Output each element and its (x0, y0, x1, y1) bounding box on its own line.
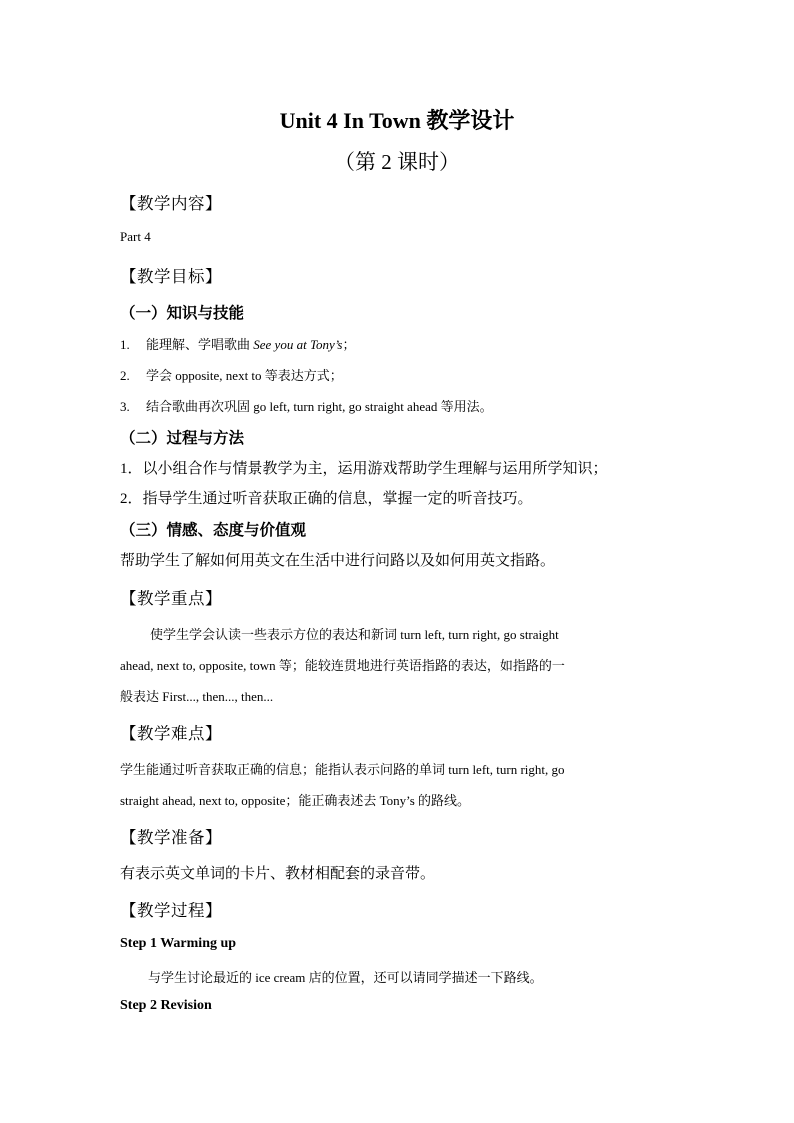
list-text: 学会 opposite, next to 等表达方式； (146, 368, 343, 383)
difficulties-line-2: straight ahead, next to, opposite；能正确表述去 Tony’s 的路线。 (120, 793, 471, 808)
document-subtitle: （第 2 课时） (334, 150, 460, 174)
list-text-end: ； (342, 337, 356, 352)
list-text: 能理解、学唱歌曲 (146, 337, 254, 352)
list-number: 1. (120, 337, 130, 352)
objective-subsection-knowledge: （一）知识与技能 (120, 305, 245, 322)
step-2-title: Step 2 Revision (120, 998, 212, 1013)
section-heading-content: 【教学内容】 (120, 194, 222, 213)
objective-subsection-process: （二）过程与方法 (120, 430, 245, 447)
process-item-1: 1．以小组合作与情景教学为主，运用游戏帮助学生理解与运用所学知识； (120, 461, 608, 477)
song-title: See you at Tony’s (253, 337, 343, 352)
list-number: 2. (120, 368, 130, 383)
step-1-text: 与学生讨论最近的 ice cream 店的位置，还可以请同学描述一下路线。 (148, 970, 543, 985)
document-title: Unit 4 In Town 教学设计 (279, 108, 515, 133)
key-points-line-3: 般表达 First..., then..., then... (120, 689, 274, 704)
key-points-line-2: ahead, next to, opposite, town 等；能较连贯地进行英语指路的表达，如指路的一 (120, 658, 565, 673)
section-heading-process: 【教学过程】 (120, 901, 222, 920)
key-points-line-1: 使学生学会认读一些表示方位的表达和新词 turn left, turn right, go straight (150, 627, 559, 642)
objective-item-3 (120, 396, 493, 415)
content-text: Part 4 (120, 229, 151, 244)
section-heading-difficulties: 【教学难点】 (120, 724, 222, 743)
list-text: 结合歌曲再次巩固 go left, turn right, go straight ahead 等用法。 (146, 399, 493, 414)
section-heading-key-points: 【教学重点】 (120, 589, 222, 608)
step-1-title: Step 1 Warming up (120, 936, 237, 951)
objective-item-1 (120, 334, 355, 353)
difficulties-line-1: 学生能通过听音获取正确的信息；能指认表示问路的单词 turn left, turn right, go (120, 762, 565, 777)
section-heading-objectives: 【教学目标】 (120, 267, 222, 286)
process-item-2: 2．指导学生通过听音获取正确的信息，掌握一定的听音技巧。 (120, 491, 533, 507)
preparation-text: 有表示英文单词的卡片、教材相配套的录音带。 (120, 866, 436, 882)
objective-subsection-values: （三）情感、态度与价值观 (120, 522, 307, 539)
values-text: 帮助学生了解如何用英文在生活中进行问路以及如何用英文指路。 (120, 553, 556, 569)
list-number: 3. (120, 399, 130, 414)
objective-item-2 (120, 365, 343, 384)
section-heading-preparation: 【教学准备】 (120, 828, 222, 847)
